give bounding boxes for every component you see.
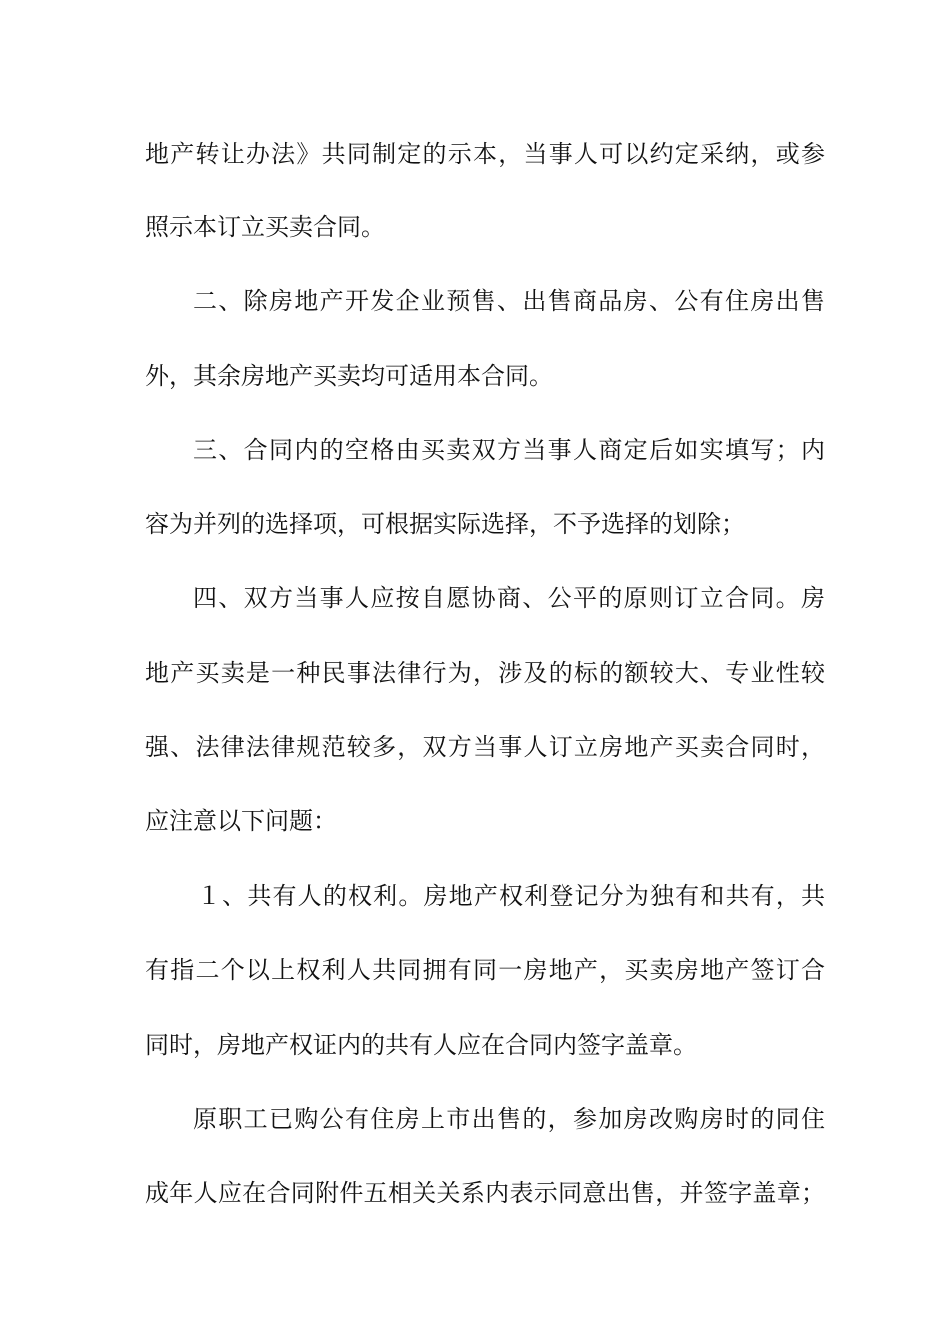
paragraph-line: １、共有人的权利。房地产权利登记分为独有和共有，共 [197,882,825,910]
paragraph-line: 强、法律法律规范较多，双方当事人订立房地产买卖合同时， [145,733,825,761]
paragraph-line: 应注意以下问题： [145,807,337,835]
paragraph-line: 同时，房地产权证内的共有人应在合同内签字盖章。 [145,1031,697,1059]
paragraph-line: 原职工已购公有住房上市出售的，参加房改购房时的同住 [193,1105,825,1133]
paragraph-line: 四、双方当事人应按自愿协商、公平的原则订立合同。房 [193,584,825,612]
paragraph-line: 外，其余房地产买卖均可适用本合同。 [145,362,553,390]
paragraph-line: 成年人应在合同附件五相关关系内表示同意出售，并签字盖章； [145,1179,825,1207]
paragraph-line: 地产买卖是一种民事法律行为，涉及的标的额较大、专业性较 [145,659,825,687]
paragraph-line: 地产转让办法》共同制定的示本，当事人可以约定采纳，或参 [145,140,825,168]
paragraph-line: 二、除房地产开发企业预售、出售商品房、公有住房出售 [193,287,825,315]
paragraph-line: 容为并列的选择项，可根据实际选择，不予选择的划除； [145,510,745,538]
paragraph-line: 有指二个以上权利人共同拥有同一房地产，买卖房地产签订合 [145,956,825,984]
paragraph-line: 三、合同内的空格由买卖双方当事人商定后如实填写；内 [193,436,825,464]
paragraph-line: 照示本订立买卖合同。 [145,213,385,241]
